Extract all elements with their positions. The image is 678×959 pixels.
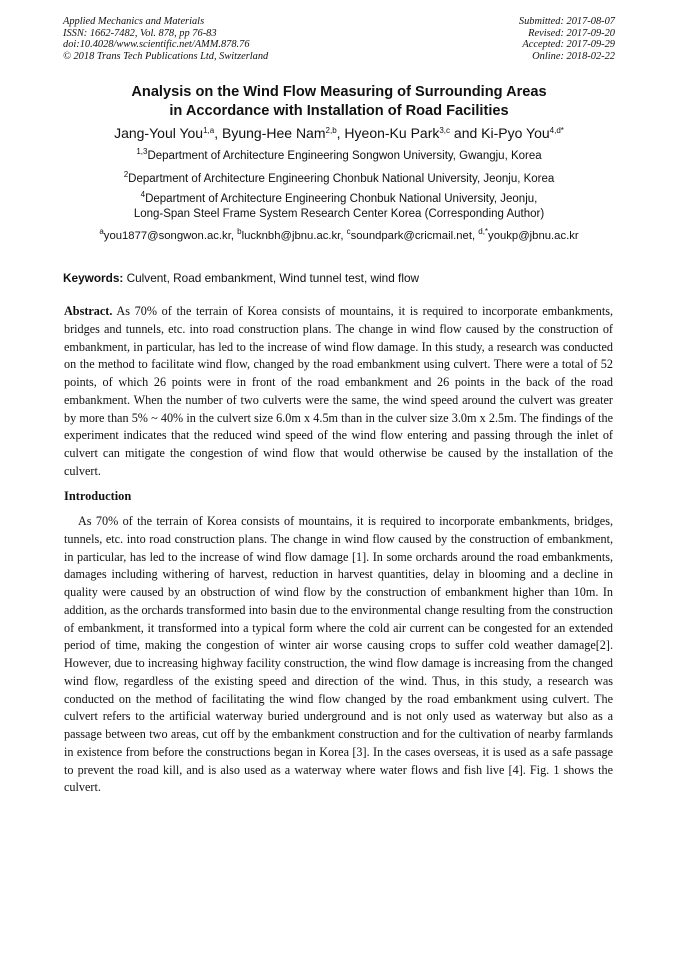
abstract-text: As 70% of the terrain of Korea consists of mountains, it is required to incorporate embankments, bridges and tunnels, etc. into road construction plans. The change in wind flow caused by the construction of embankment, in particular, has led to the increase of wind flow damage. In this study, a research was conducted on the method to facilitate wind flow, changed by the road embankment using culvert. There were a total of 52 points, of which 26 points were in front of the road embankment and 26 points in the back of the road embankment. When the number of two culverts were the same, the wind speed around the culvert was greater by more than 5% ~ 40% in the culvert size 6.0m x 4.5m than in the culver size 3.0m x 2.5m. The findings of the experiment indicates that the reduced wind speed of the wind flow entering and passing through the inlet of culvert can mitigate the congestion of wind flow that would otherwise be caused by the installation of the culvert.: [64, 304, 613, 478]
author-affil-mark: 4,d*: [549, 126, 564, 135]
publication-dates: [519, 16, 615, 62]
affil-text: Department of Architecture Engineering Chonbuk National University, Jeonju, Korea: [128, 173, 555, 185]
affil-mark: 1,3: [136, 147, 148, 156]
affil-text: Department of Architecture Engineering Chonbuk National University, Jeonju,: [145, 193, 538, 205]
affil-text: Department of Architecture Engineering Songwon University, Gwangju, Korea: [147, 150, 542, 162]
title-line-1: Analysis on the Wind Flow Measuring of Surrounding Areas: [131, 84, 547, 100]
paper-title: [40, 83, 638, 121]
affiliation-4: [20, 192, 658, 222]
keywords: [63, 271, 623, 286]
title-line-2: in Accordance with Installation of Road Facilities: [169, 103, 509, 119]
abstract: [64, 303, 613, 481]
online-date: Online: 2018-02-22: [532, 50, 615, 62]
affil-text-line-2: Long-Span Steel Frame System Research Center Korea (Corresponding Author): [133, 208, 545, 220]
author-list: [20, 124, 658, 142]
email-list: [10, 229, 668, 244]
affil-mark: 4: [140, 190, 146, 199]
email-address[interactable]: lucknbh@jbnu.ac.kr,: [241, 230, 347, 242]
journal-name: Applied Mechanics and Materials: [63, 16, 205, 27]
abstract-label: Abstract.: [64, 304, 113, 318]
email-address[interactable]: you1877@songwon.ac.kr,: [103, 230, 238, 242]
email-mark: b: [237, 227, 242, 236]
author-name: Ki-Pyo You: [481, 125, 550, 141]
author-separator: and: [450, 125, 482, 141]
email-address[interactable]: soundpark@cricmail.net,: [350, 230, 479, 242]
author-affil-mark: 2,b: [325, 126, 337, 135]
author-name: Hyeon-Ku Park: [344, 125, 440, 141]
copyright-line: © 2018 Trans Tech Publications Ltd, Switzerland: [63, 50, 269, 62]
author-affil-mark: 1,a: [203, 126, 215, 135]
section-heading: Introduction: [64, 489, 132, 503]
author-name: Byung-Hee Nam: [222, 125, 326, 141]
author-separator: ,: [336, 125, 345, 141]
keywords-text: Culvent, Road embankment, Wind tunnel test, wind flow: [123, 271, 420, 285]
affiliation-2: [20, 172, 658, 187]
affil-mark: 2: [123, 170, 129, 179]
author-affil-mark: 3,c: [439, 126, 451, 135]
email-address[interactable]: youkp@jbnu.ac.kr: [488, 230, 579, 242]
email-mark: d,*: [478, 227, 489, 236]
introduction-paragraph: As 70% of the terrain of Korea consists of mountains, it is required to incorporate embankments, bridges, tunnels, etc. into road construction plans. The change in wind flow caused by the construction of embankment, in particular, has led to the increase of wind flow damage [1]. In some orchards around the road embankments, damages including withering of harvest, reduction in harvest quantities, delay in blooming and a decline in quality were caused by an obstruction of wind flow by the construction of embankment higher than 10m. In addition, as the orchards transformed into basin due to the environmental change resulting from the construction of embankment, it transformed into a typical form where the cold air current can be congested for an extended period of time, making the congestion of winter air worse causing crops to suffer cold weather damage[2]. However, due to increasing highway facility construction, the wind flow damage is increasing from the changed wind flow, regardless of the existing speed and direction of the wind. Thus, in this study, a research was conducted on the method of facilitating the wind flow changed by the road embankment using culvert. The culvert refers to the artificial waterway buried underground and is not only used as waterway but also as a passage between two areas, cut off by the embankment construction and for the cultivation of nearby farmlands in existence from before the constructions began in Korea [3]. In the cases overseas, it is used as a safe passage to prevent the road kill, and is also used as a waterway where water flows and fish live [4]. Fig. 1 shows the culvert.: [64, 514, 613, 795]
email-mark: a: [99, 227, 104, 236]
accepted-date: Accepted: 2017-09-29: [522, 39, 615, 51]
email-mark: c: [346, 227, 351, 236]
author-name: Jang-Youl You: [114, 125, 204, 141]
revised-date: Revised: 2017-09-20: [528, 27, 615, 39]
keywords-label: Keywords:: [63, 271, 124, 285]
issn-line: ISSN: 1662-7482, Vol. 878, pp 76-83: [63, 27, 217, 39]
author-separator: ,: [214, 125, 223, 141]
journal-info: [63, 16, 268, 62]
affiliation-1: [20, 149, 658, 164]
submitted-date: Submitted: 2017-08-07: [518, 16, 615, 27]
doi-line: doi:10.4028/www.scientific.net/AMM.878.76: [63, 39, 250, 51]
